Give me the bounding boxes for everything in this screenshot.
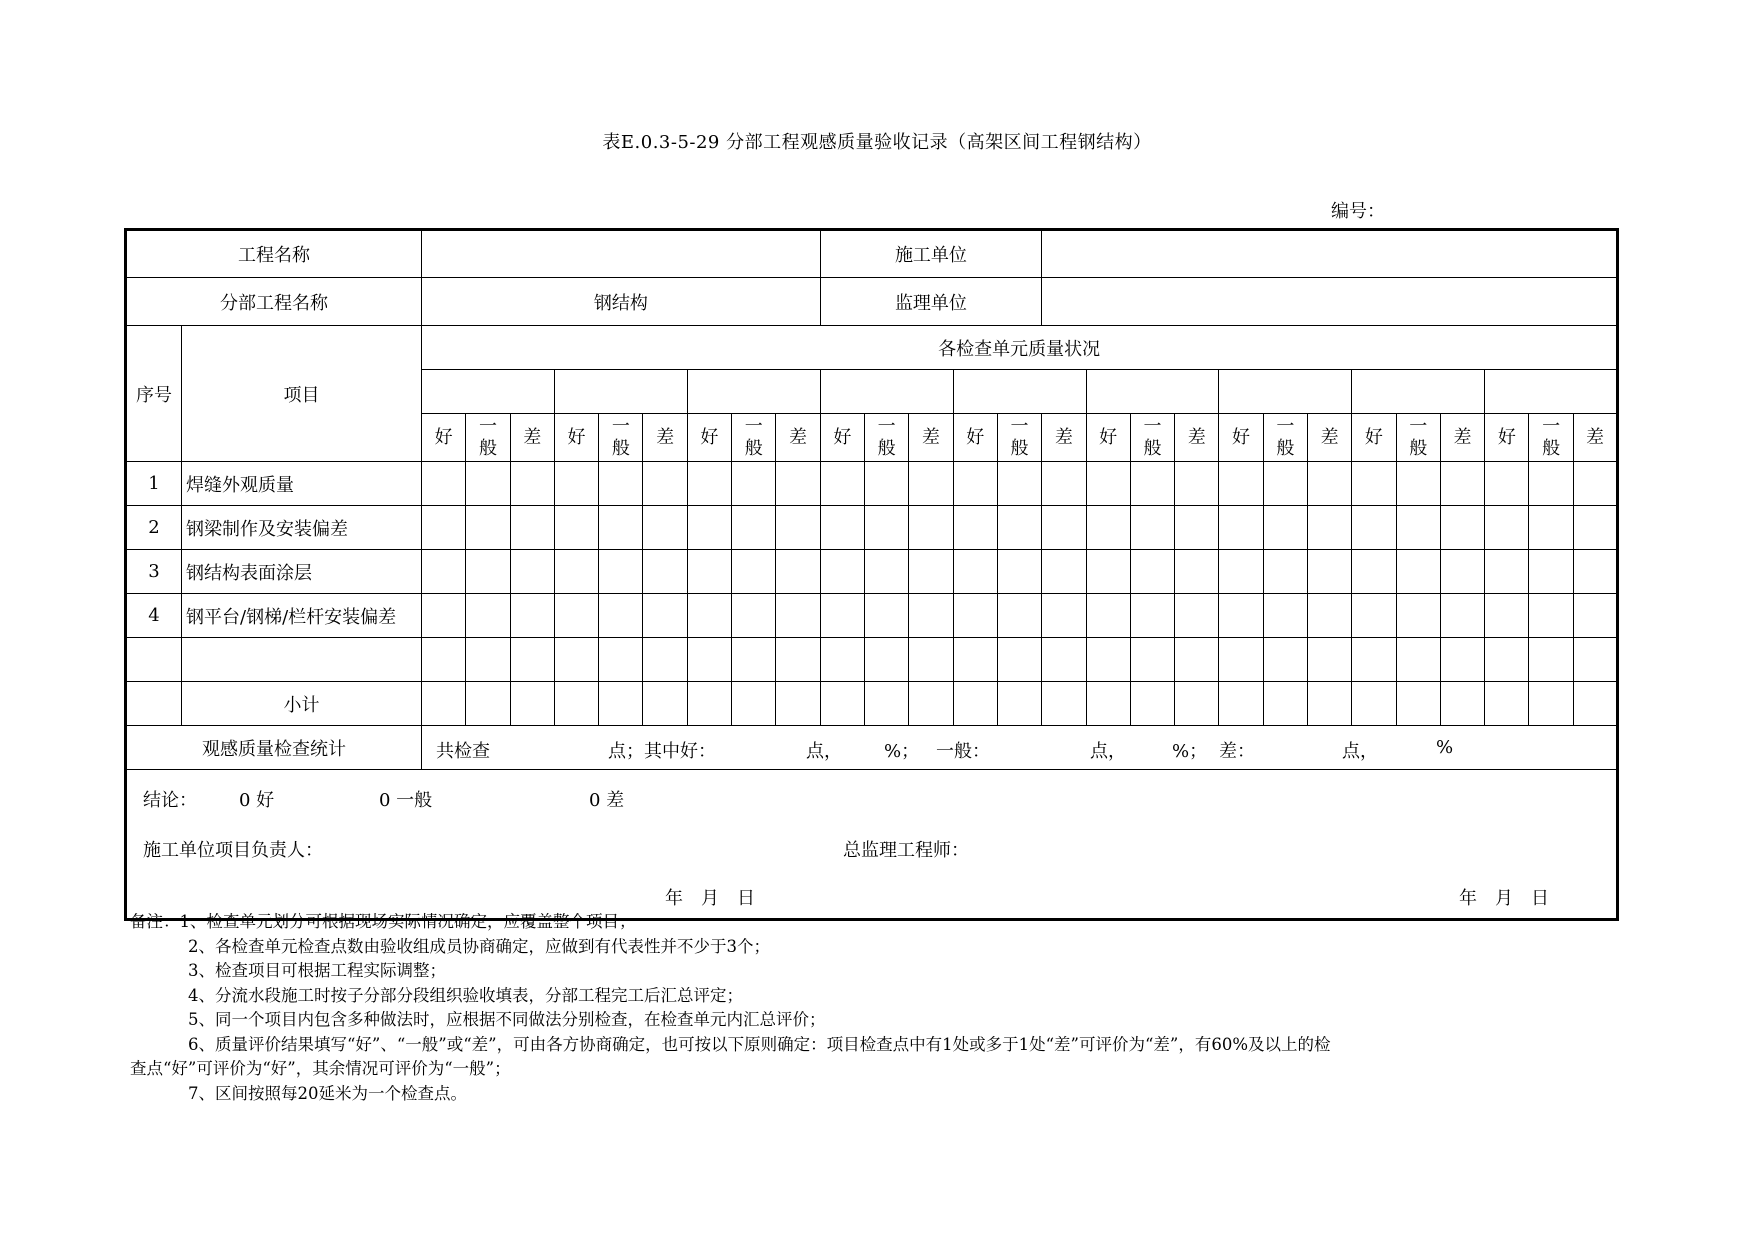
stats-text: 差： xyxy=(1219,740,1255,762)
seq-header: 序号 xyxy=(126,326,182,462)
grade-input-cell[interactable] xyxy=(953,462,997,506)
subtotal-cell[interactable] xyxy=(554,682,598,726)
grade-input-cell[interactable] xyxy=(820,550,864,594)
grade-input-cell[interactable] xyxy=(1307,638,1351,682)
grade-good-label: 好 xyxy=(1485,414,1529,462)
grade-input-cell[interactable] xyxy=(466,462,510,506)
grade-bad-label: 差 xyxy=(643,414,687,462)
grade-general-text: 一般 xyxy=(1409,415,1428,459)
grade-input-cell[interactable] xyxy=(1042,462,1086,506)
grade-input-cell[interactable] xyxy=(1485,594,1529,638)
grade-input-cell[interactable] xyxy=(554,506,598,550)
units-quality-header: 各检查单元质量状况 xyxy=(422,326,1618,370)
grade-input-cell[interactable] xyxy=(1396,550,1440,594)
form-title: 表E.0.3-5-29 分部工程观感质量验收记录（高架区间工程钢结构） xyxy=(602,132,1152,153)
grade-general-text: 一般 xyxy=(1010,415,1029,459)
grade-input-cell[interactable] xyxy=(1396,506,1440,550)
grade-input-cell[interactable] xyxy=(1130,462,1174,506)
grade-input-cell[interactable] xyxy=(1485,550,1529,594)
grade-input-cell[interactable] xyxy=(1440,594,1484,638)
grade-input-cell[interactable] xyxy=(776,462,820,506)
grade-input-cell[interactable] xyxy=(643,506,687,550)
grade-input-cell[interactable] xyxy=(1042,550,1086,594)
grade-input-cell[interactable] xyxy=(1352,638,1396,682)
grade-input-cell[interactable] xyxy=(554,638,598,682)
grade-input-cell[interactable] xyxy=(1396,594,1440,638)
grade-input-cell[interactable] xyxy=(1352,594,1396,638)
grade-input-cell[interactable] xyxy=(1485,638,1529,682)
grade-input-cell[interactable] xyxy=(1529,462,1573,506)
grade-general-text: 一般 xyxy=(611,415,630,459)
grade-input-cell[interactable] xyxy=(1175,594,1219,638)
item-seq: 4 xyxy=(126,594,182,638)
grade-input-cell[interactable] xyxy=(422,638,466,682)
grade-input-cell[interactable] xyxy=(1529,594,1573,638)
grade-input-cell[interactable] xyxy=(422,506,466,550)
grade-input-cell[interactable] xyxy=(422,462,466,506)
grade-bad-label: 差 xyxy=(1307,414,1351,462)
grade-input-cell[interactable] xyxy=(909,594,953,638)
subtotal-cell[interactable] xyxy=(1042,682,1086,726)
grade-input-cell[interactable] xyxy=(953,638,997,682)
grade-good-label: 好 xyxy=(687,414,731,462)
grade-input-cell[interactable] xyxy=(1485,462,1529,506)
subtotal-cell[interactable] xyxy=(1485,682,1529,726)
grade-bad-label: 差 xyxy=(1440,414,1484,462)
conclusion-bad: 0 差 xyxy=(589,790,625,811)
notes-section xyxy=(130,910,1614,1106)
grade-input-cell[interactable] xyxy=(864,594,908,638)
grade-general-label xyxy=(1396,414,1440,462)
grade-input-cell[interactable] xyxy=(1573,594,1617,638)
unit-group-header[interactable] xyxy=(687,370,820,414)
note-line: 2、各检查单元检查点数由验收组成员协商确定，应做到有代表性并不少于3个； xyxy=(188,936,770,956)
grade-input-cell[interactable] xyxy=(1440,462,1484,506)
grade-input-cell[interactable] xyxy=(864,462,908,506)
grade-input-cell[interactable] xyxy=(1175,638,1219,682)
item-name: 钢结构表面涂层 xyxy=(182,550,422,594)
grade-input-cell[interactable] xyxy=(643,550,687,594)
grade-input-cell[interactable] xyxy=(909,550,953,594)
grade-input-cell[interactable] xyxy=(510,638,554,682)
grade-input-cell[interactable] xyxy=(997,550,1041,594)
grade-input-cell[interactable] xyxy=(510,550,554,594)
grade-input-cell[interactable] xyxy=(1263,594,1307,638)
conclusion-good: 0 好 xyxy=(239,790,275,811)
grade-input-cell[interactable] xyxy=(1263,550,1307,594)
grade-input-cell[interactable] xyxy=(864,550,908,594)
grade-general-label xyxy=(1263,414,1307,462)
grade-general-text: 一般 xyxy=(1542,415,1561,459)
grade-input-cell[interactable] xyxy=(1573,638,1617,682)
stats-label: 观感质量检查统计 xyxy=(126,726,422,770)
subtotal-cell[interactable] xyxy=(1440,682,1484,726)
grade-input-cell[interactable] xyxy=(466,594,510,638)
item-seq: 2 xyxy=(126,506,182,550)
grade-input-cell[interactable] xyxy=(1529,638,1573,682)
subtotal-cell[interactable] xyxy=(1307,682,1351,726)
grade-input-cell[interactable] xyxy=(1440,638,1484,682)
grade-input-cell[interactable] xyxy=(776,550,820,594)
grade-input-cell[interactable] xyxy=(599,594,643,638)
date-left: 年 月 日 xyxy=(665,888,755,909)
grade-input-cell[interactable] xyxy=(997,506,1041,550)
note-line: 6、质量评价结果填写“好”、“一般”或“差”，可由各方协商确定，也可按以下原则确定：项目检查点中有1处或多于1处“差”可评价为“差”，有60%及以上的检 xyxy=(188,1034,1331,1054)
grade-input-cell[interactable] xyxy=(1042,638,1086,682)
stats-text: 点， xyxy=(1342,740,1378,762)
conclusion-section xyxy=(126,770,1618,920)
grade-input-cell[interactable] xyxy=(643,462,687,506)
grade-input-cell[interactable] xyxy=(1130,506,1174,550)
item-seq: 1 xyxy=(126,462,182,506)
note-line: 5、同一个项目内包含多种做法时，应根据不同做法分别检查，在检查单元内汇总评价； xyxy=(188,1010,826,1029)
supervision-unit-value[interactable] xyxy=(1042,278,1618,326)
subtotal-cell[interactable] xyxy=(422,682,466,726)
grade-input-cell[interactable] xyxy=(732,594,776,638)
grade-input-cell[interactable] xyxy=(510,594,554,638)
stats-content xyxy=(422,726,1618,770)
note-line: 备注：1、检查单元划分可根据现场实际情况确定，应覆盖整个项目； xyxy=(130,912,636,931)
grade-input-cell[interactable] xyxy=(953,594,997,638)
grade-general-text: 一般 xyxy=(1276,415,1295,459)
stats-line xyxy=(422,727,1616,769)
grade-input-cell[interactable] xyxy=(1042,594,1086,638)
grade-input-cell[interactable] xyxy=(1042,506,1086,550)
grade-input-cell[interactable] xyxy=(1086,506,1130,550)
grade-input-cell[interactable] xyxy=(1130,594,1174,638)
grade-good-label: 好 xyxy=(1352,414,1396,462)
grade-input-cell[interactable] xyxy=(909,638,953,682)
unit-group-header[interactable] xyxy=(1485,370,1618,414)
grade-good-label: 好 xyxy=(554,414,598,462)
unit-group-header[interactable] xyxy=(422,370,555,414)
grade-input-cell[interactable] xyxy=(776,594,820,638)
subtotal-cell[interactable] xyxy=(1086,682,1130,726)
subtotal-cell[interactable] xyxy=(1263,682,1307,726)
grade-bad-label: 差 xyxy=(510,414,554,462)
grade-input-cell[interactable] xyxy=(510,506,554,550)
item-seq: 3 xyxy=(126,550,182,594)
grade-input-cell[interactable] xyxy=(864,506,908,550)
grade-input-cell[interactable] xyxy=(1440,550,1484,594)
grade-general-label xyxy=(599,414,643,462)
grade-input-cell[interactable] xyxy=(687,462,731,506)
stats-text: % xyxy=(1436,736,1454,758)
grade-input-cell[interactable] xyxy=(776,638,820,682)
grade-bad-label: 差 xyxy=(776,414,820,462)
grade-input-cell[interactable] xyxy=(864,638,908,682)
unit-group-header[interactable] xyxy=(1219,370,1352,414)
subtotal-cell[interactable] xyxy=(1175,682,1219,726)
grade-input-cell[interactable] xyxy=(820,462,864,506)
note-line: 3、检查项目可根据工程实际调整； xyxy=(188,961,446,980)
grade-input-cell[interactable] xyxy=(1175,506,1219,550)
item-header: 项目 xyxy=(182,326,422,462)
grade-input-cell[interactable] xyxy=(1529,506,1573,550)
grade-input-cell[interactable] xyxy=(599,462,643,506)
grade-input-cell[interactable] xyxy=(1307,594,1351,638)
grade-input-cell[interactable] xyxy=(1307,506,1351,550)
subproject-value[interactable]: 钢结构 xyxy=(422,278,821,326)
item-seq xyxy=(126,638,182,682)
grade-input-cell[interactable] xyxy=(820,506,864,550)
subtotal-cell[interactable] xyxy=(997,682,1041,726)
grade-input-cell[interactable] xyxy=(1307,550,1351,594)
grade-input-cell[interactable] xyxy=(599,506,643,550)
grade-input-cell[interactable] xyxy=(997,594,1041,638)
grade-input-cell[interactable] xyxy=(997,462,1041,506)
grade-input-cell[interactable] xyxy=(1219,506,1263,550)
grade-good-label: 好 xyxy=(1086,414,1130,462)
date-right: 年 月 日 xyxy=(1459,888,1549,909)
subtotal-cell[interactable] xyxy=(1573,682,1617,726)
item-name: 焊缝外观质量 xyxy=(182,462,422,506)
grade-input-cell[interactable] xyxy=(1529,550,1573,594)
grade-input-cell[interactable] xyxy=(1219,638,1263,682)
grade-input-cell[interactable] xyxy=(554,550,598,594)
grade-input-cell[interactable] xyxy=(820,638,864,682)
construction-unit-label: 施工单位 xyxy=(820,230,1042,278)
grade-bad-label: 差 xyxy=(1573,414,1617,462)
grade-input-cell[interactable] xyxy=(554,462,598,506)
supervision-unit-label: 监理单位 xyxy=(820,278,1042,326)
subtotal-cell[interactable] xyxy=(820,682,864,726)
grade-input-cell[interactable] xyxy=(1263,462,1307,506)
grade-general-label xyxy=(466,414,510,462)
grade-input-cell[interactable] xyxy=(1573,550,1617,594)
grade-general-text: 一般 xyxy=(1143,415,1162,459)
grade-input-cell[interactable] xyxy=(510,462,554,506)
grade-input-cell[interactable] xyxy=(953,550,997,594)
subtotal-cell[interactable] xyxy=(599,682,643,726)
grade-input-cell[interactable] xyxy=(1219,462,1263,506)
grade-good-label: 好 xyxy=(422,414,466,462)
subtotal-cell[interactable] xyxy=(864,682,908,726)
chief-supervisor-label: 总监理工程师： xyxy=(843,840,969,861)
subtotal-cell[interactable] xyxy=(510,682,554,726)
grade-input-cell[interactable] xyxy=(687,550,731,594)
subtotal-label: 小计 xyxy=(182,682,422,726)
grade-general-label xyxy=(1529,414,1573,462)
grade-input-cell[interactable] xyxy=(776,506,820,550)
grade-input-cell[interactable] xyxy=(1352,550,1396,594)
conclusion-label: 结论： xyxy=(143,790,197,811)
grade-input-cell[interactable] xyxy=(1219,594,1263,638)
unit-group-header[interactable] xyxy=(1086,370,1219,414)
grade-input-cell[interactable] xyxy=(1396,638,1440,682)
subtotal-cell[interactable] xyxy=(643,682,687,726)
note-line: 4、分流水段施工时按子分部分段组织验收填表，分部工程完工后汇总评定； xyxy=(188,985,743,1005)
grade-input-cell[interactable] xyxy=(1396,462,1440,506)
grade-input-cell[interactable] xyxy=(732,550,776,594)
grade-input-cell[interactable] xyxy=(1352,506,1396,550)
grade-input-cell[interactable] xyxy=(1263,506,1307,550)
subtotal-seq xyxy=(126,682,182,726)
subtotal-cell[interactable] xyxy=(732,682,776,726)
grade-input-cell[interactable] xyxy=(1485,506,1529,550)
stats-text: %； xyxy=(1172,740,1208,762)
note-line: 查点“好”可评价为“好”，其余情况可评价为“一般”； xyxy=(130,1059,511,1078)
grade-general-text: 一般 xyxy=(744,415,763,459)
grade-input-cell[interactable] xyxy=(687,594,731,638)
note-line: 7、区间按照每20延米为一个检查点。 xyxy=(188,1083,467,1103)
grade-input-cell[interactable] xyxy=(1130,550,1174,594)
subtotal-cell[interactable] xyxy=(909,682,953,726)
subtotal-cell[interactable] xyxy=(1396,682,1440,726)
subtotal-cell[interactable] xyxy=(1352,682,1396,726)
grade-input-cell[interactable] xyxy=(1573,462,1617,506)
grade-input-cell[interactable] xyxy=(643,638,687,682)
construction-manager-label: 施工单位项目负责人： xyxy=(143,840,323,861)
unit-group-header[interactable] xyxy=(820,370,953,414)
subtotal-cell[interactable] xyxy=(776,682,820,726)
grade-input-cell[interactable] xyxy=(1440,506,1484,550)
subtotal-cell[interactable] xyxy=(1529,682,1573,726)
grade-general-label xyxy=(1130,414,1174,462)
stats-text: 共检查 xyxy=(436,740,490,762)
grade-input-cell[interactable] xyxy=(1352,462,1396,506)
grade-input-cell[interactable] xyxy=(687,506,731,550)
subtotal-cell[interactable] xyxy=(687,682,731,726)
grade-input-cell[interactable] xyxy=(599,550,643,594)
stats-text: 点；其中好： xyxy=(608,740,716,762)
grade-input-cell[interactable] xyxy=(1175,550,1219,594)
grade-input-cell[interactable] xyxy=(466,506,510,550)
subproject-label: 分部工程名称 xyxy=(126,278,422,326)
grade-good-label: 好 xyxy=(953,414,997,462)
project-name-value[interactable] xyxy=(422,230,821,278)
grade-general-label xyxy=(732,414,776,462)
conclusion-general: 0 一般 xyxy=(379,790,433,811)
grade-bad-label: 差 xyxy=(1042,414,1086,462)
grade-bad-label: 差 xyxy=(909,414,953,462)
grade-input-cell[interactable] xyxy=(643,594,687,638)
grade-input-cell[interactable] xyxy=(997,638,1041,682)
project-name-label: 工程名称 xyxy=(126,230,422,278)
grade-input-cell[interactable] xyxy=(953,506,997,550)
subtotal-cell[interactable] xyxy=(1130,682,1174,726)
grade-input-cell[interactable] xyxy=(1086,638,1130,682)
grade-input-cell[interactable] xyxy=(422,594,466,638)
subtotal-cell[interactable] xyxy=(1219,682,1263,726)
item-name: 钢平台/钢梯/栏杆安装偏差 xyxy=(182,594,422,638)
construction-unit-value[interactable] xyxy=(1042,230,1618,278)
grade-input-cell[interactable] xyxy=(1086,594,1130,638)
grade-good-label: 好 xyxy=(820,414,864,462)
grade-input-cell[interactable] xyxy=(909,462,953,506)
grade-general-label xyxy=(997,414,1041,462)
item-name xyxy=(182,638,422,682)
unit-group-header[interactable] xyxy=(1352,370,1485,414)
grade-input-cell[interactable] xyxy=(1086,462,1130,506)
grade-input-cell[interactable] xyxy=(599,638,643,682)
grade-general-text: 一般 xyxy=(877,415,896,459)
subtotal-cell[interactable] xyxy=(953,682,997,726)
grade-input-cell[interactable] xyxy=(732,462,776,506)
grade-input-cell[interactable] xyxy=(1573,506,1617,550)
grade-input-cell[interactable] xyxy=(1175,462,1219,506)
grade-input-cell[interactable] xyxy=(422,550,466,594)
grade-bad-label: 差 xyxy=(1175,414,1219,462)
grade-input-cell[interactable] xyxy=(732,506,776,550)
code-label: 编号： xyxy=(1331,201,1385,222)
stats-text: 点， xyxy=(806,740,842,762)
grade-input-cell[interactable] xyxy=(466,638,510,682)
grade-input-cell[interactable] xyxy=(732,638,776,682)
grade-input-cell[interactable] xyxy=(466,550,510,594)
stats-text: 一般： xyxy=(936,740,990,762)
stats-text: 点， xyxy=(1090,740,1126,762)
unit-group-header[interactable] xyxy=(554,370,687,414)
grade-general-label xyxy=(864,414,908,462)
grade-input-cell[interactable] xyxy=(1086,550,1130,594)
grade-input-cell[interactable] xyxy=(554,594,598,638)
subtotal-cell[interactable] xyxy=(466,682,510,726)
grade-general-text: 一般 xyxy=(478,415,497,459)
grade-input-cell[interactable] xyxy=(1307,462,1351,506)
stats-text: %； xyxy=(884,740,920,762)
inspection-form-table xyxy=(124,228,1619,921)
grade-input-cell[interactable] xyxy=(1130,638,1174,682)
item-name: 钢梁制作及安装偏差 xyxy=(182,506,422,550)
unit-group-header[interactable] xyxy=(953,370,1086,414)
grade-input-cell[interactable] xyxy=(687,638,731,682)
grade-good-label: 好 xyxy=(1219,414,1263,462)
grade-input-cell[interactable] xyxy=(820,594,864,638)
grade-input-cell[interactable] xyxy=(1263,638,1307,682)
grade-input-cell[interactable] xyxy=(909,506,953,550)
grade-input-cell[interactable] xyxy=(1219,550,1263,594)
